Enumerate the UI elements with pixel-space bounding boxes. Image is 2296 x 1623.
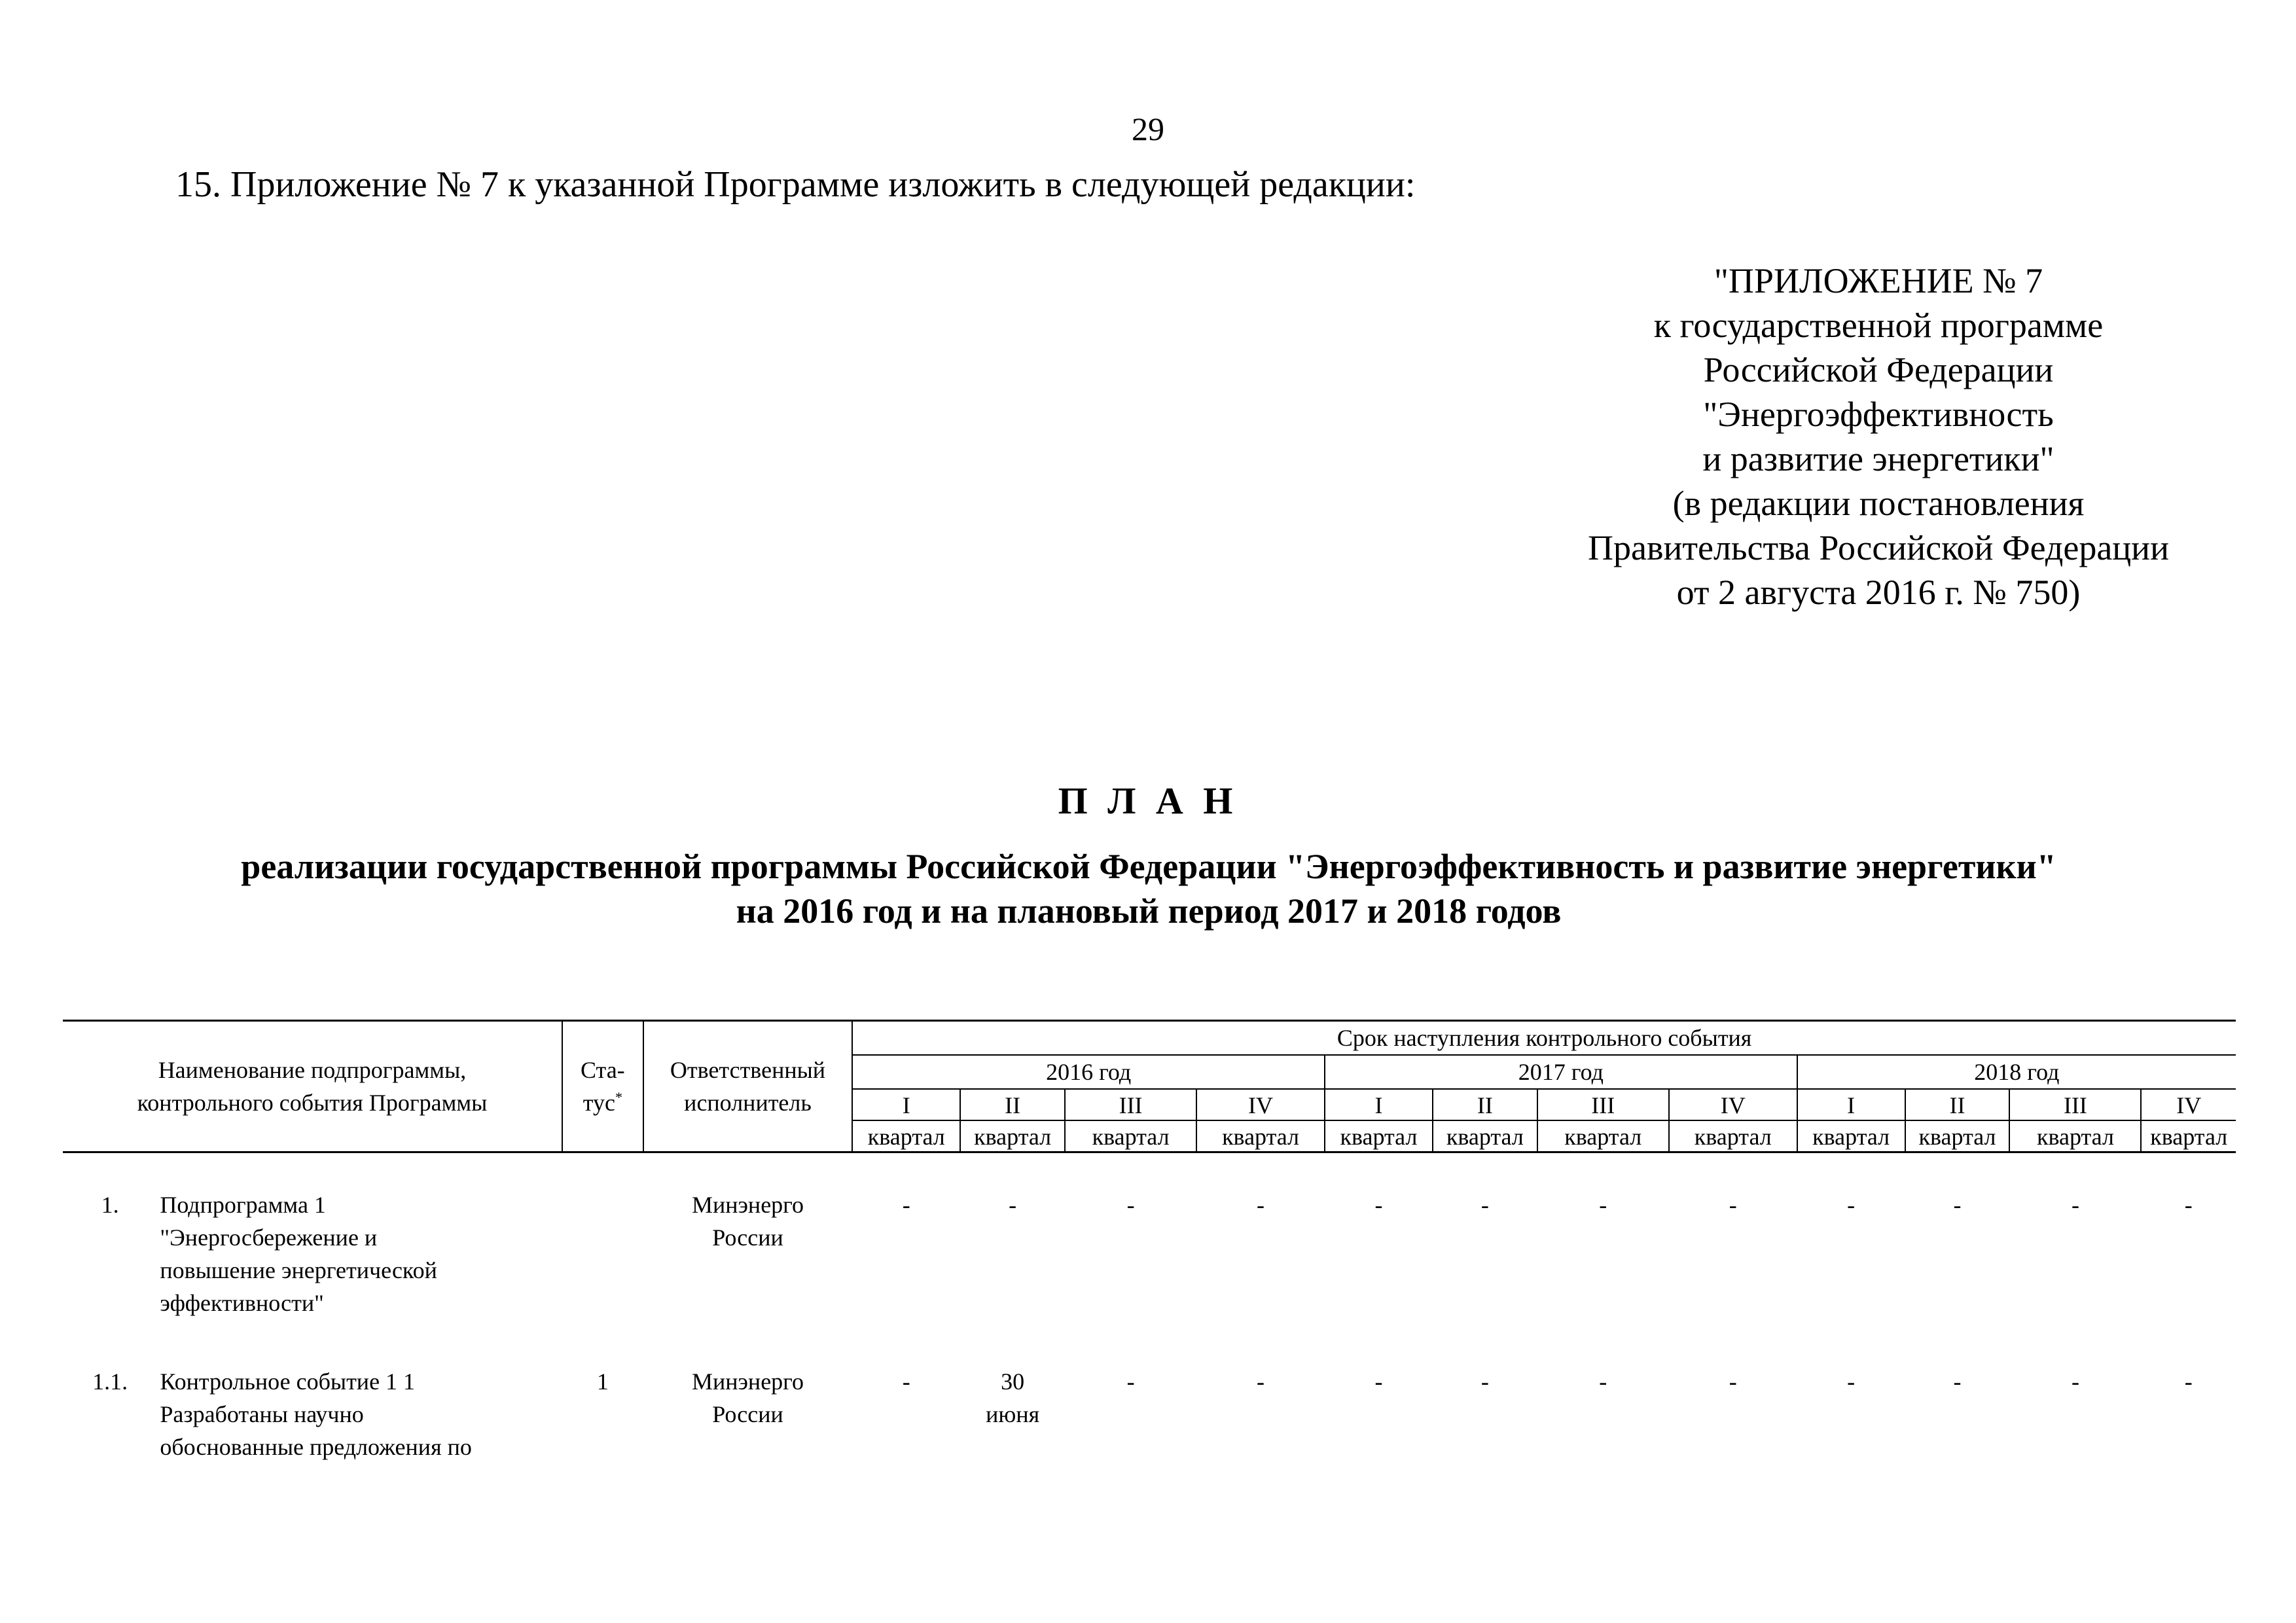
row-name (157, 1188, 562, 1319)
table-spacer (63, 1319, 2236, 1365)
appendix-line: к государственной программе (1653, 306, 2104, 345)
row-quarter-value: - (1847, 1192, 1856, 1218)
appendix-line: (в редакции постановления (1672, 484, 2085, 523)
row-quarter-value: - (1126, 1192, 1135, 1218)
table-row (63, 1365, 2236, 1463)
page-number: 29 (1132, 111, 1164, 147)
header-quarter-word: квартал (960, 1120, 1065, 1152)
header-quarter-numeral: II (960, 1089, 1065, 1120)
row-quarter-value: - (1953, 1368, 1962, 1395)
header-quarter-numeral: IV (1669, 1089, 1797, 1120)
header-name-line: контрольного события Программы (137, 1090, 488, 1116)
row-executor (643, 1365, 853, 1463)
row-quarter-value: - (1480, 1192, 1489, 1218)
header-status-line: тус* (583, 1089, 622, 1116)
appendix-line: "ПРИЛОЖЕНИЕ № 7 (1713, 261, 2043, 300)
header-quarter-numeral: IV (1196, 1089, 1325, 1120)
header-executor-line: исполнитель (684, 1090, 812, 1116)
row-quarter-value: - (1374, 1192, 1383, 1218)
header-name (63, 1021, 562, 1152)
header-quarter-word: квартал (1537, 1120, 1669, 1152)
row-number: 1.1. (92, 1368, 128, 1395)
row-quarter-value: - (1257, 1192, 1265, 1218)
row-executor (643, 1188, 853, 1319)
row-quarter-value: - (1126, 1368, 1135, 1395)
header-quarter-word: квартал (852, 1120, 960, 1152)
appendix-line: Правительства Российской Федерации (1588, 528, 2169, 567)
header-quarter-numeral: II (1905, 1089, 2010, 1120)
row-name-line: "Энергосбережение и (160, 1224, 378, 1251)
row-quarter-value: - (2184, 1368, 2193, 1395)
header-quarter-word: квартал (1065, 1120, 1196, 1152)
header-status (562, 1021, 643, 1152)
header-quarter-word: квартал (1196, 1120, 1325, 1152)
row-quarter-value: - (2071, 1368, 2079, 1395)
row-number: 1. (101, 1192, 119, 1218)
row-name-line: Контрольное событие 1 1 (160, 1368, 416, 1395)
row-quarter-value: 30 июня (986, 1368, 1040, 1427)
row-quarter-value: - (2184, 1192, 2193, 1218)
table-row (63, 1188, 2236, 1319)
row-executor-line: России (712, 1224, 783, 1251)
header-year-2016: 2016 год (852, 1055, 1325, 1089)
header-quarter-word: квартал (1905, 1120, 2010, 1152)
header-quarter-word: квартал (2141, 1120, 2236, 1152)
header-quarter-numeral: III (1065, 1089, 1196, 1120)
row-quarter-value: - (1729, 1192, 1737, 1218)
row-name-line: повышение энергетической (160, 1257, 437, 1283)
row-quarter-value: - (1599, 1368, 1607, 1395)
row-name (157, 1365, 562, 1463)
row-quarter-value: - (1729, 1368, 1737, 1395)
row-quarter-value: - (1009, 1192, 1017, 1218)
row-name-line: эффективности" (160, 1290, 324, 1316)
plan-subtitle-line: на 2016 год и на плановый период 2017 и 2018 годов (736, 891, 1562, 931)
appendix-line: и развитие энергетики" (1702, 439, 2054, 478)
header-quarter-numeral: II (1433, 1089, 1537, 1120)
row-quarter-value: - (902, 1368, 910, 1395)
row-executor-line: Минэнерго (691, 1368, 804, 1395)
appendix-header-block (1479, 259, 2278, 615)
footnote-mark: * (615, 1089, 622, 1105)
plan-subtitle (118, 844, 2179, 933)
row-quarter-value: - (1480, 1368, 1489, 1395)
row-executor-line: Минэнерго (691, 1192, 804, 1218)
appendix-line: Российской Федерации (1703, 350, 2054, 389)
row-quarter-value: - (902, 1192, 910, 1218)
appendix-line: от 2 августа 2016 г. № 750) (1676, 573, 2081, 612)
plan-table (63, 1020, 2236, 1463)
row-quarter-value: - (1374, 1368, 1383, 1395)
header-quarter-word: квартал (1669, 1120, 1797, 1152)
plan-title: П Л А Н (1058, 779, 1238, 822)
header-quarter-numeral: I (852, 1089, 960, 1120)
row-name-line: Подпрограмма 1 (160, 1192, 326, 1218)
header-quarter-numeral: III (2009, 1089, 2141, 1120)
row-quarter-value: - (1257, 1368, 1265, 1395)
header-quarter-numeral: IV (2141, 1089, 2236, 1120)
header-quarter-word: квартал (1433, 1120, 1537, 1152)
intro-text: 15. Приложение № 7 к указанной Программе изложить в следующей редакции: (175, 164, 1416, 205)
header-year-2017: 2017 год (1325, 1055, 1797, 1089)
header-executor (643, 1021, 853, 1152)
header-quarter-word: квартал (1797, 1120, 1905, 1152)
row-status: 1 (596, 1368, 609, 1395)
row-name-line: обоснованные предложения по (160, 1434, 472, 1460)
row-name-line: Разработаны научно (160, 1401, 364, 1427)
row-quarter-value: - (2071, 1192, 2079, 1218)
row-executor-line: России (712, 1401, 783, 1427)
plan-subtitle-line: реализации государственной программы Российской Федерации "Энергоэффективность и развитие энергетики" (241, 847, 2056, 886)
header-deadline: Срок наступления контрольного события (852, 1021, 2236, 1056)
header-name-line: Наименование подпрограммы, (158, 1057, 467, 1083)
header-executor-line: Ответственный (670, 1057, 826, 1083)
row-quarter-value: - (1847, 1368, 1856, 1395)
header-status-line: Ста- (580, 1057, 625, 1083)
table-spacer (63, 1152, 2236, 1189)
header-quarter-word: квартал (1325, 1120, 1433, 1152)
row-status (562, 1188, 643, 1319)
header-quarter-word: квартал (2009, 1120, 2141, 1152)
header-year-2018: 2018 год (1797, 1055, 2236, 1089)
header-quarter-numeral: I (1797, 1089, 1905, 1120)
header-quarter-numeral: III (1537, 1089, 1669, 1120)
appendix-line: "Энергоэффективность (1703, 395, 2054, 434)
row-quarter-value: - (1953, 1192, 1962, 1218)
header-quarter-numeral: I (1325, 1089, 1433, 1120)
row-quarter-value: - (1599, 1192, 1607, 1218)
